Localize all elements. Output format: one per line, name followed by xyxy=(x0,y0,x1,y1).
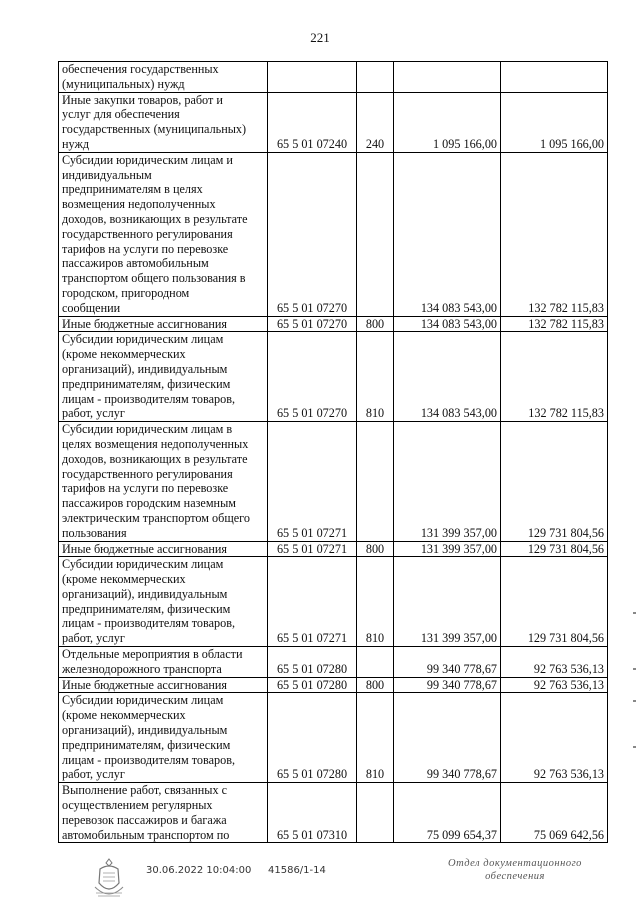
row-code: 65 5 01 07270 xyxy=(268,316,357,332)
row-name-line: работ, услуг xyxy=(62,767,125,782)
row-name-line: организаций), индивидуальным xyxy=(62,586,228,601)
row-name-line: возмещения недополученных xyxy=(62,197,216,212)
row-code: 65 5 01 07271 xyxy=(268,557,357,647)
row-expense-type xyxy=(357,62,394,93)
row-executed-amount: 129 731 804,56 xyxy=(501,422,608,541)
row-name-line: Иные закупки товаров, работ и xyxy=(62,92,223,107)
row-code: 65 5 01 07270 xyxy=(268,332,357,422)
row-expense-type: 800 xyxy=(357,541,394,557)
row-name-line: целях возмещения недополученных xyxy=(62,436,249,451)
row-executed-amount: 132 782 115,83 xyxy=(501,332,608,422)
scan-edge-mark xyxy=(633,612,636,614)
row-name xyxy=(59,541,268,557)
row-name-line: государственного регулирования xyxy=(62,466,233,481)
row-executed-amount: 92 763 536,13 xyxy=(501,647,608,678)
table-row xyxy=(59,62,608,93)
table-row xyxy=(59,422,608,541)
row-name-line: государственного регулирования xyxy=(62,226,233,241)
row-executed-amount: 132 782 115,83 xyxy=(501,316,608,332)
row-expense-type: 800 xyxy=(357,677,394,693)
row-name-line: обеспечения государственных xyxy=(62,62,219,76)
row-executed-amount: 129 731 804,56 xyxy=(501,541,608,557)
row-name-line: автомобильным транспортом по xyxy=(62,827,230,842)
row-name-line: предпринимателям, физическим xyxy=(62,737,231,752)
row-name-line: пассажиров городским наземным xyxy=(62,496,236,511)
row-name-line: Субсидии юридическим лицам и xyxy=(62,152,233,167)
table-row xyxy=(59,783,608,843)
row-name-line: перевозок пассажиров и багажа xyxy=(62,812,227,827)
row-name xyxy=(59,783,268,843)
row-name-line: пассажиров автомобильным xyxy=(62,256,209,271)
row-name xyxy=(59,152,268,316)
row-name-line: Субсидии юридическим лицам xyxy=(62,332,224,347)
row-code: 65 5 01 07280 xyxy=(268,647,357,678)
row-name-line: тарифов на услуги по перевозке xyxy=(62,241,229,256)
table-row xyxy=(59,693,608,783)
row-name-line: пользования xyxy=(62,525,127,540)
scan-edge-mark xyxy=(633,700,636,702)
scan-edge-mark xyxy=(633,668,636,670)
row-code: 65 5 01 07310 xyxy=(268,783,357,843)
row-code: 65 5 01 07271 xyxy=(268,541,357,557)
row-name-line: Отдельные мероприятия в области xyxy=(62,647,243,662)
row-name-line: Иные бюджетные ассигнования xyxy=(62,677,228,692)
department-stamp xyxy=(430,857,600,883)
row-expense-type: 810 xyxy=(357,557,394,647)
row-name xyxy=(59,693,268,783)
department-line: обеспечения xyxy=(485,871,545,882)
row-planned-amount: 99 340 778,67 xyxy=(394,693,501,783)
row-planned-amount: 131 399 357,00 xyxy=(394,541,501,557)
row-name-line: Иные бюджетные ассигнования xyxy=(62,316,228,331)
row-name-line: работ, услуг xyxy=(62,406,125,421)
scan-edge-mark xyxy=(633,746,636,748)
row-name-line: работ, услуг xyxy=(62,631,125,646)
table-row xyxy=(59,92,608,152)
row-expense-type: 800 xyxy=(357,316,394,332)
row-executed-amount: 92 763 536,13 xyxy=(501,677,608,693)
row-name-line: доходов, возникающих в результате xyxy=(62,451,248,466)
row-planned-amount: 131 399 357,00 xyxy=(394,422,501,541)
row-expense-type: 810 xyxy=(357,332,394,422)
row-name-line: предпринимателям, физическим xyxy=(62,601,231,616)
row-name-line: предпринимателям, физическим xyxy=(62,376,231,391)
row-planned-amount: 75 099 654,37 xyxy=(394,783,501,843)
row-planned-amount: 1 095 166,00 xyxy=(394,92,501,152)
row-name-line: (кроме некоммерческих xyxy=(62,347,186,362)
row-name-line: услуг для обеспечения xyxy=(62,107,180,122)
table-row xyxy=(59,647,608,678)
stamp-date: 30.06.2022 10:04:00 xyxy=(146,865,252,876)
row-name-line: организаций), индивидуальным xyxy=(62,361,228,376)
row-name xyxy=(59,677,268,693)
row-name-line: предпринимателям в целях xyxy=(62,182,203,197)
row-code: 65 5 01 07240 xyxy=(268,92,357,152)
row-name-line: электрическим транспортом общего xyxy=(62,510,250,525)
row-name-line: индивидуальным xyxy=(62,167,152,182)
row-name-line: сообщении xyxy=(62,300,121,315)
row-planned-amount: 134 083 543,00 xyxy=(394,316,501,332)
row-name-line: доходов, возникающих в результате xyxy=(62,211,248,226)
row-name-line: осуществлением регулярных xyxy=(62,798,213,813)
row-code: 65 5 01 07270 xyxy=(268,152,357,316)
stamp-document-number: 41586/1-14 xyxy=(268,865,326,876)
row-code: 65 5 01 07280 xyxy=(268,677,357,693)
row-name-line: тарифов на услуги по перевозке xyxy=(62,481,229,496)
row-name-line: транспортом общего пользования в xyxy=(62,271,246,286)
row-expense-type: 240 xyxy=(357,92,394,152)
footer xyxy=(0,855,640,905)
row-expense-type xyxy=(357,152,394,316)
row-name-line: железнодорожного транспорта xyxy=(62,661,222,676)
row-name-line: Субсидии юридическим лицам xyxy=(62,693,224,708)
row-expense-type xyxy=(357,422,394,541)
row-executed-amount: 1 095 166,00 xyxy=(501,92,608,152)
row-name xyxy=(59,62,268,93)
row-name-line: лицам - производителям товаров, xyxy=(62,616,236,631)
row-name-line: Иные бюджетные ассигнования xyxy=(62,541,228,556)
row-name xyxy=(59,92,268,152)
row-planned-amount: 131 399 357,00 xyxy=(394,557,501,647)
row-name xyxy=(59,647,268,678)
row-name-line: лицам - производителям товаров, xyxy=(62,752,236,767)
row-name-line: Выполнение работ, связанных с xyxy=(62,783,228,798)
row-name-line: городском, пригородном xyxy=(62,285,190,300)
page-number: 221 xyxy=(310,30,330,45)
row-name-line: (кроме некоммерческих xyxy=(62,572,186,587)
row-name-line: государственных (муниципальных) xyxy=(62,122,247,137)
row-name-line: нужд xyxy=(62,136,90,151)
row-name-line: Субсидии юридическим лицам в xyxy=(62,422,233,437)
row-planned-amount: 134 083 543,00 xyxy=(394,152,501,316)
table-row xyxy=(59,677,608,693)
row-code: 65 5 01 07280 xyxy=(268,693,357,783)
row-name-line: организаций), индивидуальным xyxy=(62,723,228,738)
row-name-line: (кроме некоммерческих xyxy=(62,708,186,723)
row-planned-amount xyxy=(394,62,501,93)
row-expense-type xyxy=(357,647,394,678)
table-row xyxy=(59,316,608,332)
row-planned-amount: 134 083 543,00 xyxy=(394,332,501,422)
row-code xyxy=(268,62,357,93)
row-planned-amount: 99 340 778,67 xyxy=(394,647,501,678)
table-row xyxy=(59,557,608,647)
row-executed-amount: 129 731 804,56 xyxy=(501,557,608,647)
row-name xyxy=(59,316,268,332)
budget-table xyxy=(58,61,608,843)
row-name-line: лицам - производителям товаров, xyxy=(62,391,236,406)
table-row xyxy=(59,541,608,557)
row-executed-amount: 92 763 536,13 xyxy=(501,693,608,783)
table-row xyxy=(59,152,608,316)
budget-table-body xyxy=(59,62,608,843)
department-line: Отдел документационного xyxy=(448,858,582,869)
row-name xyxy=(59,332,268,422)
coat-of-arms-icon xyxy=(92,857,126,899)
row-code: 65 5 01 07271 xyxy=(268,422,357,541)
row-expense-type: 810 xyxy=(357,693,394,783)
row-executed-amount: 132 782 115,83 xyxy=(501,152,608,316)
row-name xyxy=(59,422,268,541)
row-name-line: Субсидии юридическим лицам xyxy=(62,557,224,572)
row-expense-type xyxy=(357,783,394,843)
row-name-line: (муниципальных) нужд xyxy=(62,76,185,91)
row-executed-amount xyxy=(501,62,608,93)
row-name xyxy=(59,557,268,647)
row-executed-amount: 75 069 642,56 xyxy=(501,783,608,843)
table-row xyxy=(59,332,608,422)
row-planned-amount: 99 340 778,67 xyxy=(394,677,501,693)
